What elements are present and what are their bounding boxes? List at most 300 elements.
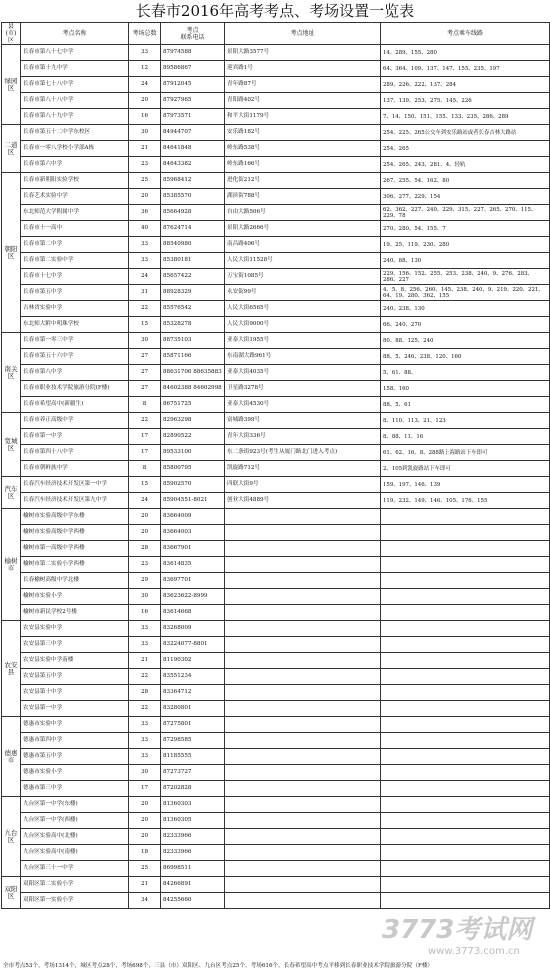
phone-cell: 82890522 — [161, 429, 225, 445]
table-row — [2, 589, 550, 605]
room-count-cell: 21 — [129, 653, 161, 669]
table-row — [2, 541, 550, 557]
room-count-cell: 21 — [129, 141, 161, 157]
bus-route-cell — [381, 845, 550, 861]
phone-cell: 82963298 — [161, 413, 225, 429]
bus-route-cell — [381, 717, 550, 733]
address-cell: 岭东路538号 — [225, 141, 381, 157]
room-count-cell: 15 — [129, 317, 161, 333]
site-name-cell: 榆树市第二实验小学西楼 — [21, 557, 129, 573]
table-row — [2, 333, 550, 349]
phone-cell: 87273727 — [161, 765, 225, 781]
site-name-cell: 德惠市第五中学 — [21, 749, 129, 765]
site-name-cell: 长春市十七中学 — [21, 269, 129, 285]
bus-route-cell — [381, 861, 550, 877]
address-cell — [225, 653, 381, 669]
exam-sites-table — [1, 22, 550, 909]
room-count-cell: 33 — [129, 237, 161, 253]
phone-cell: 88735103 — [161, 333, 225, 349]
bus-route-cell: 19、25、119、230、280 — [381, 237, 550, 253]
table-row — [2, 77, 550, 93]
room-count-cell: 29 — [129, 573, 161, 589]
address-cell — [225, 669, 381, 685]
bus-route-cell: 8、110、113、21、123 — [381, 413, 550, 429]
room-count-cell: 21 — [129, 877, 161, 893]
phone-cell: 87202828 — [161, 781, 225, 797]
phone-cell: 87973571 — [161, 109, 225, 125]
bus-route-cell — [381, 589, 550, 605]
site-name-cell: 吉林省实验中学 — [21, 301, 129, 317]
address-cell — [225, 877, 381, 893]
bus-route-cell: 119、232、149、146、105、176、155 — [381, 493, 550, 509]
bus-route-cell — [381, 509, 550, 525]
table-row — [2, 349, 550, 365]
address-cell: 青阳路402号 — [225, 93, 381, 109]
address-cell: 四联大街9号 — [225, 477, 381, 493]
bus-route-cell: 66、240、270 — [381, 317, 550, 333]
room-count-cell: 15 — [129, 477, 161, 493]
phone-cell: 82333966 — [161, 829, 225, 845]
bus-route-cell: 289、226、222、137、284 — [381, 77, 550, 93]
table-row — [2, 189, 550, 205]
site-name-cell: 长春市一零八学校小学部A栋 — [21, 141, 129, 157]
table-row — [2, 157, 550, 173]
table-row — [2, 765, 550, 781]
table-row — [2, 701, 550, 717]
table-row — [2, 557, 550, 573]
phone-cell: 83667901 — [161, 541, 225, 557]
site-name-cell: 榆树市新民学校2号楼 — [21, 605, 129, 621]
address-cell: 安乐路182号 — [225, 125, 381, 141]
site-name-cell: 长春市第二中学 — [21, 237, 129, 253]
table-row — [2, 461, 550, 477]
room-count-cell: 18 — [129, 845, 161, 861]
phone-cell: 82333966 — [161, 845, 225, 861]
phone-cell: 83664009 — [161, 509, 225, 525]
table-row — [2, 45, 550, 61]
district-cell: 绿园区 — [2, 45, 21, 125]
bus-route-cell: 306、277、229、154 — [381, 189, 550, 205]
table-row — [2, 637, 550, 653]
bus-route-cell: 61、62、16、8、288路上海路站下车即可 — [381, 445, 550, 461]
address-cell: 永安街99号 — [225, 285, 381, 301]
phone-cell: 87912045 — [161, 77, 225, 93]
phone-cell: 84266891 — [161, 877, 225, 893]
address-cell — [225, 781, 381, 797]
site-name-cell: 长春市职业技术学院旅游分院(F楼) — [21, 381, 129, 397]
room-count-cell: 24 — [129, 269, 161, 285]
table-row — [2, 493, 550, 509]
table-row — [2, 381, 550, 397]
phone-cell: 84602388 84602998 — [161, 381, 225, 397]
bus-route-cell — [381, 749, 550, 765]
site-name-cell: 长春市第四十八中学 — [21, 445, 129, 461]
bus-route-cell: 240、88、130 — [381, 253, 550, 269]
watermark-brand: 3773考试网 — [382, 915, 533, 945]
room-count-cell: 20 — [129, 813, 161, 829]
room-count-cell: 12 — [129, 61, 161, 77]
address-cell — [225, 813, 381, 829]
bus-route-cell: 88、5、61 — [381, 397, 550, 413]
phone-cell: 83280801 — [161, 701, 225, 717]
site-name-cell: 九台区第三十一中学 — [21, 861, 129, 877]
phone-cell: 83614668 — [161, 605, 225, 621]
address-cell — [225, 685, 381, 701]
phone-cell: 83697701 — [161, 573, 225, 589]
site-name-cell: 长春市第一零三中学 — [21, 333, 129, 349]
bus-route-cell — [381, 877, 550, 893]
phone-cell: 85904551-8021 — [161, 493, 225, 509]
bus-route-cell: 137、139、253、275、145、226 — [381, 93, 550, 109]
room-count-cell: 22 — [129, 413, 161, 429]
address-cell: 青年大街336号 — [225, 429, 381, 445]
address-cell: 自由大路506号 — [225, 205, 381, 221]
bus-route-cell: 159、197、146、139 — [381, 477, 550, 493]
room-count-cell: 8 — [129, 461, 161, 477]
room-count-cell: 27 — [129, 365, 161, 381]
address-cell — [225, 525, 381, 541]
room-count-cell: 33 — [129, 45, 161, 61]
address-cell — [225, 893, 381, 909]
page-title: 长春市2016年高考考点、考场设置一览表 — [135, 2, 415, 20]
address-cell: 卫星路3278号 — [225, 381, 381, 397]
bus-route-cell — [381, 669, 550, 685]
address-cell — [225, 829, 381, 845]
phone-cell: 83623622-8999 — [161, 589, 225, 605]
room-count-cell: 24 — [129, 77, 161, 93]
site-name-cell: 东北师范大学附属中学 — [21, 205, 129, 221]
site-name-cell: 长春市第五十六中学 — [21, 349, 129, 365]
room-count-cell: 22 — [129, 701, 161, 717]
bus-route-cell: 5、61、88、 — [381, 365, 550, 381]
phone-cell: 84255660 — [161, 893, 225, 909]
bus-route-cell — [381, 653, 550, 669]
phone-cell: 87624714 — [161, 221, 225, 237]
table-row — [2, 861, 550, 877]
room-count-cell: 20 — [129, 93, 161, 109]
phone-cell: 85800795 — [161, 461, 225, 477]
site-name-cell: 东北师大附中明珠学校 — [21, 317, 129, 333]
room-count-cell: 33 — [129, 733, 161, 749]
bus-route-cell: 88、5、246、238、120、160 — [381, 349, 550, 365]
room-count-cell: 27 — [129, 349, 161, 365]
site-name-cell: 长春市第七十八中学 — [21, 77, 129, 93]
table-row — [2, 61, 550, 77]
table-row — [2, 429, 550, 445]
site-name-cell: 榆树市实验小学 — [21, 589, 129, 605]
bus-route-cell: 7、14、150、151、155、133、235、286、289 — [381, 109, 550, 125]
room-count-cell: 17 — [129, 429, 161, 445]
room-count-cell: 22 — [129, 669, 161, 685]
header-address: 考点地址 — [225, 23, 381, 45]
table-row — [2, 717, 550, 733]
site-name-cell: 德惠市第四中学 — [21, 733, 129, 749]
phone-cell: 85968412 — [161, 173, 225, 189]
bus-route-cell — [381, 541, 550, 557]
site-name-cell: 农安县实验中学 — [21, 621, 129, 637]
site-name-cell: 长春榆树高级中学北楼 — [21, 573, 129, 589]
bus-route-cell: 64、364、109、137、147、155、235、197 — [381, 61, 550, 77]
site-name-cell: 长春市第六中学 — [21, 157, 129, 173]
header-district: 县(市)区 — [2, 23, 21, 45]
room-count-cell: 20 — [129, 525, 161, 541]
bus-route-cell: 240、238、130 — [381, 301, 550, 317]
table-row — [2, 445, 550, 461]
header-bus-routes: 考点乘车线路 — [381, 23, 550, 45]
site-name-cell: 双阳区第二实验小学 — [21, 877, 129, 893]
phone-cell: 83364712 — [161, 685, 225, 701]
watermark-logo — [376, 906, 546, 960]
address-cell — [225, 509, 381, 525]
site-name-cell: 农安县第十中学 — [21, 685, 129, 701]
site-name-cell: 农安县第三中学 — [21, 637, 129, 653]
bus-route-cell: 267、255、54、162、80 — [381, 173, 550, 189]
address-cell — [225, 749, 381, 765]
address-cell — [225, 637, 381, 653]
address-cell: 景阳大路3577号 — [225, 45, 381, 61]
room-count-cell: 33 — [129, 253, 161, 269]
address-cell: 创业大街4889号 — [225, 493, 381, 509]
table-row — [2, 813, 550, 829]
district-cell: 南关区 — [2, 333, 21, 413]
site-name-cell: 德惠市实验小学 — [21, 765, 129, 781]
address-cell: 富城路399号 — [225, 413, 381, 429]
site-name-cell: 九台区第一中学(东楼) — [21, 797, 129, 813]
phone-cell: 86998511 — [161, 861, 225, 877]
site-name-cell: 长春市朝鲜族中学 — [21, 461, 129, 477]
address-cell: 东南湖大路961号 — [225, 349, 381, 365]
table-row — [2, 621, 550, 637]
room-count-cell: 20 — [129, 189, 161, 205]
room-count-cell: 25 — [129, 861, 161, 877]
address-cell: 岭东路166号 — [225, 157, 381, 173]
address-cell: 青年路87号 — [225, 77, 381, 93]
phone-cell: 81360303 — [161, 797, 225, 813]
phone-cell: 83664003 — [161, 525, 225, 541]
site-name-cell: 长春市第八十九中学 — [21, 109, 129, 125]
address-cell: 凯旋路712号 — [225, 461, 381, 477]
address-cell — [225, 845, 381, 861]
address-cell: 亚泰大街4035号 — [225, 365, 381, 381]
site-name-cell: 长春市第十九中学 — [21, 61, 129, 77]
address-cell — [225, 573, 381, 589]
room-count-cell: 33 — [129, 637, 161, 653]
bus-route-cell — [381, 781, 550, 797]
bus-route-cell — [381, 557, 550, 573]
phone-cell: 84643382 — [161, 157, 225, 173]
address-cell — [225, 701, 381, 717]
site-name-cell: 双阳区第一实验小学 — [21, 893, 129, 909]
phone-cell: 84944707 — [161, 125, 225, 141]
bus-route-cell — [381, 733, 550, 749]
room-count-cell: 33 — [129, 621, 161, 637]
room-count-cell: 16 — [129, 109, 161, 125]
table-row — [2, 93, 550, 109]
room-count-cell: 36 — [129, 205, 161, 221]
room-count-cell: 34 — [129, 893, 161, 909]
table-row — [2, 125, 550, 141]
table-row — [2, 237, 550, 253]
bus-route-cell — [381, 813, 550, 829]
table-row — [2, 877, 550, 893]
phone-cell: 88928329 — [161, 285, 225, 301]
address-cell: 万宝街1085号 — [225, 269, 381, 285]
bus-route-cell: 229、156、152、255、253、238、240、9、276、283、286、227 — [381, 269, 550, 285]
bus-route-cell: 8、88、11、16 — [381, 429, 550, 445]
site-name-cell: 长春市十一高中 — [21, 221, 129, 237]
district-cell: 双阳区 — [2, 877, 21, 909]
site-name-cell: 农安县实验中学南楼 — [21, 653, 129, 669]
site-name-cell: 榆树市实验高级中学西楼 — [21, 525, 129, 541]
room-count-cell: 8 — [129, 397, 161, 413]
phone-cell: 89533100 — [161, 445, 225, 461]
room-count-cell: 23 — [129, 557, 161, 573]
bus-route-cell: 158、160 — [381, 381, 550, 397]
phone-cell: 81190302 — [161, 653, 225, 669]
room-count-cell: 20 — [129, 829, 161, 845]
table-row — [2, 317, 550, 333]
table-row — [2, 605, 550, 621]
bus-route-cell — [381, 701, 550, 717]
table-row — [2, 573, 550, 589]
district-cell: 九台区 — [2, 797, 21, 877]
address-cell: 和平大街1179号 — [225, 109, 381, 125]
header-room-count: 考场总数 — [129, 23, 161, 45]
site-name-cell: 长春市养正高级中学 — [21, 413, 129, 429]
bus-route-cell — [381, 765, 550, 781]
site-name-cell: 长春市第八十七中学 — [21, 45, 129, 61]
address-cell: 东二条街923号(考生从厦门路北门进入考点) — [225, 445, 381, 461]
table-row — [2, 285, 550, 301]
table-row — [2, 173, 550, 189]
address-cell — [225, 733, 381, 749]
table-row — [2, 397, 550, 413]
site-name-cell: 长春市第一中学 — [21, 429, 129, 445]
address-cell: 南昌路406号 — [225, 237, 381, 253]
site-name-cell: 长春市第八中学 — [21, 365, 129, 381]
room-count-cell: 20 — [129, 797, 161, 813]
site-name-cell: 长春市希望高中(新疆生) — [21, 397, 129, 413]
room-count-cell: 28 — [129, 541, 161, 557]
bus-route-cell: 254、265、243、281、4、轻轨 — [381, 157, 550, 173]
room-count-cell: 27 — [129, 381, 161, 397]
address-cell — [225, 605, 381, 621]
table-row — [2, 525, 550, 541]
bus-route-cell — [381, 573, 550, 589]
site-name-cell: 农安县第五中学 — [21, 669, 129, 685]
bus-route-cell — [381, 829, 550, 845]
bus-route-cell: 80、88、125、240 — [381, 333, 550, 349]
district-cell: 朝阳区 — [2, 173, 21, 333]
table-row — [2, 653, 550, 669]
address-cell: 人民大街6565号 — [225, 301, 381, 317]
phone-cell: 87974588 — [161, 45, 225, 61]
district-cell: 汽车区 — [2, 477, 21, 509]
room-count-cell: 30 — [129, 589, 161, 605]
phone-cell: 87298585 — [161, 733, 225, 749]
address-cell: 人民大街9000号 — [225, 317, 381, 333]
table-row — [2, 685, 550, 701]
district-cell: 宽城区 — [2, 413, 21, 477]
bus-route-cell — [381, 525, 550, 541]
address-cell: 迎宾路1号 — [225, 61, 381, 77]
site-name-cell: 农安县第一中学 — [21, 701, 129, 717]
site-name-cell: 长春市第五十二中学东校区 — [21, 125, 129, 141]
header-phone: 考点 联系电话 — [161, 23, 225, 45]
room-count-cell: 30 — [129, 765, 161, 781]
address-cell: 亚泰大街4530号 — [225, 397, 381, 413]
room-count-cell: 24 — [129, 493, 161, 509]
address-cell — [225, 541, 381, 557]
table-body — [2, 45, 550, 909]
table-row — [2, 141, 550, 157]
phone-cell: 83614835 — [161, 557, 225, 573]
room-count-cell: 33 — [129, 717, 161, 733]
phone-cell: 84641848 — [161, 141, 225, 157]
header-site-name: 考点名称 — [21, 23, 129, 45]
bus-route-cell — [381, 621, 550, 637]
table-row — [2, 477, 550, 493]
bus-route-cell: 254、265 — [381, 141, 550, 157]
table-row — [2, 797, 550, 813]
address-cell — [225, 621, 381, 637]
room-count-cell: 30 — [129, 125, 161, 141]
address-cell: 进化街212号 — [225, 173, 381, 189]
bus-route-cell: 62、362、227、240、229、315、227、265、270、115、229、78 — [381, 205, 550, 221]
address-cell: 湖滨街788号 — [225, 189, 381, 205]
site-name-cell: 长春市新朝阳实验学校 — [21, 173, 129, 189]
site-name-cell: 长春艺术实验中学 — [21, 189, 129, 205]
phone-cell: 83224077-8801 — [161, 637, 225, 653]
site-name-cell: 长春汽车经济技术开发区第一中学 — [21, 477, 129, 493]
table-row — [2, 205, 550, 221]
table-row — [2, 829, 550, 845]
table-row — [2, 733, 550, 749]
phone-cell: 85902570 — [161, 477, 225, 493]
room-count-cell: 28 — [129, 685, 161, 701]
site-name-cell: 九台区实验高中(南楼) — [21, 845, 129, 861]
phone-cell: 81185555 — [161, 749, 225, 765]
bus-route-cell: 4、5、8、256、260、145、238、240、9、219、220、221、64、19、280、362、155 — [381, 285, 550, 301]
phone-cell: 85328278 — [161, 317, 225, 333]
district-cell: 农安县 — [2, 621, 21, 717]
room-count-cell: 22 — [129, 301, 161, 317]
address-cell — [225, 797, 381, 813]
address-cell — [225, 589, 381, 605]
site-name-cell: 德惠市实验中学 — [21, 717, 129, 733]
phone-cell: 85664928 — [161, 205, 225, 221]
district-cell: 德惠市 — [2, 717, 21, 797]
room-count-cell: 20 — [129, 509, 161, 525]
table-row — [2, 669, 550, 685]
room-count-cell: 17 — [129, 445, 161, 461]
phone-cell: 85657422 — [161, 269, 225, 285]
table-row — [2, 845, 550, 861]
phone-cell: 85576542 — [161, 301, 225, 317]
bus-route-cell: 2、105到凯旋路站下车即可 — [381, 461, 550, 477]
address-cell: 景阳大路2666号 — [225, 221, 381, 237]
site-name-cell: 长春汽车经济技术开发区第九中学 — [21, 493, 129, 509]
phone-cell: 89586867 — [161, 61, 225, 77]
watermark-url: www.3773.com.cn — [428, 946, 520, 957]
table-row — [2, 269, 550, 285]
address-cell — [225, 557, 381, 573]
phone-cell: 86751725 — [161, 397, 225, 413]
address-cell: 亚泰大街1955号 — [225, 333, 381, 349]
table-header-row — [2, 23, 550, 45]
bus-route-cell: 270、280、54、155、7 — [381, 221, 550, 237]
site-name-cell: 德惠市第三中学 — [21, 781, 129, 797]
